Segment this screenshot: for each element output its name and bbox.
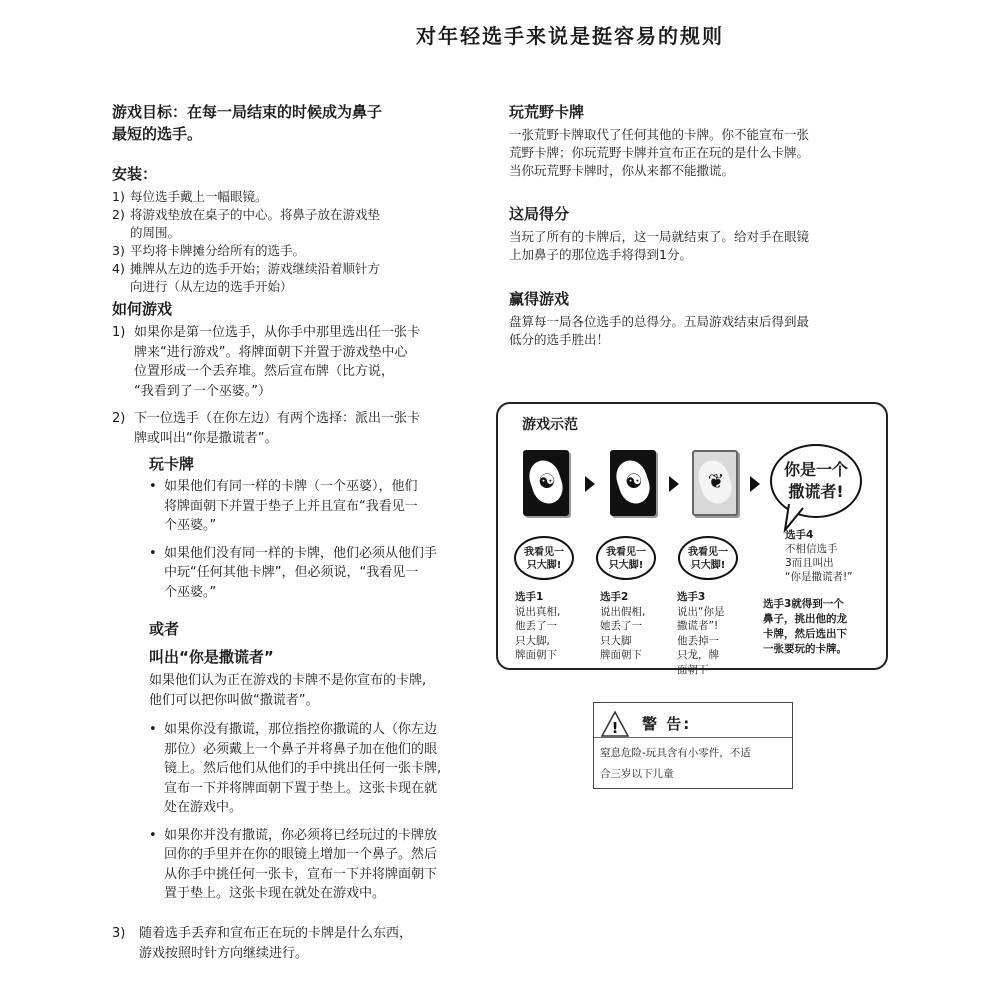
- bullet-text-line: • 如果他们有同一样的卡牌（一个巫婆），他们: [164, 479, 418, 494]
- howto-heading: 如何游戏: [112, 300, 173, 318]
- arrow-right-icon: [750, 476, 760, 492]
- caption-player-2: [600, 590, 645, 663]
- witch-card-icon: ☯: [625, 469, 643, 493]
- wild-heading: 玩荒野卡牌: [509, 103, 585, 121]
- wild-body: [509, 126, 879, 180]
- demo-box: [496, 402, 888, 676]
- play-card-bullets: [149, 477, 494, 602]
- item-text-line: 平均将卡牌摊分给所有的选手。: [130, 243, 306, 258]
- setup-item: [112, 260, 472, 296]
- text-line: 低分的选手胜出！: [509, 332, 610, 347]
- arrow-right-icon: [585, 476, 595, 492]
- bullet-text-line: 中玩“任何其他卡牌”，但必须说，“我看见一: [164, 565, 419, 580]
- caption-line: 说出真相,: [515, 605, 561, 618]
- caption-line: 面朝下: [677, 663, 709, 676]
- text-line: 一张荒野卡牌取代了任何其他的卡牌。你不能宣布一张: [509, 127, 810, 142]
- text-line: 当玩了所有的卡牌后，这一局就结束了。给对手在眼镜: [509, 229, 810, 244]
- bullet-text-line: 宣布一下并将牌面朝下置于垫上。这张卡现在就: [164, 780, 438, 796]
- caption-line: 不相信选手: [785, 543, 838, 555]
- winning-body: [509, 313, 879, 349]
- item-number: 3): [112, 926, 126, 941]
- caption-line: 牌面朝下: [600, 649, 642, 661]
- caption-line: 选手3: [677, 591, 706, 603]
- setup-item: [112, 188, 472, 206]
- text-line: 如果他们认为正在游戏的卡牌不是你宣布的卡牌,: [149, 673, 427, 688]
- caption-line: 他丢掉一: [677, 634, 719, 647]
- item-text-line: 位置形成一个丢弃堆。然后宣布牌（比方说，: [134, 364, 395, 379]
- caption-line: 他丢了一: [515, 620, 557, 632]
- result-line: 鼻子，挑出他的龙: [763, 613, 847, 625]
- dragon-card-icon: ❦: [707, 469, 725, 493]
- item-text-line: “我看到了一个巫婆。”）: [134, 383, 271, 399]
- play-card-section: [149, 453, 494, 602]
- setup-item: [112, 206, 472, 242]
- goal-line-2: 最短的选手。: [112, 125, 203, 143]
- bullet-item: [149, 720, 494, 818]
- item-number: 4): [112, 261, 125, 276]
- bullet-text-line: 处在游戏中。: [164, 800, 243, 815]
- setup-section: [112, 163, 472, 296]
- caption-player-3: [677, 590, 724, 677]
- round-score-section: [509, 203, 879, 264]
- goal-section: [112, 101, 382, 145]
- caption-player-4: [785, 528, 853, 584]
- winning-heading: 赢得游戏: [509, 290, 570, 308]
- warning-triangle-icon: [600, 709, 630, 739]
- howto-step-3: [112, 924, 487, 963]
- winning-section: [509, 288, 879, 349]
- bullet-item: [149, 477, 494, 536]
- call-liar-bullets: [149, 720, 494, 904]
- item-text-line: 牌或叫出“你是撒谎者”。: [134, 430, 278, 446]
- caption-line: 只大脚: [600, 634, 632, 647]
- item-number: 2): [112, 207, 125, 222]
- item-text-line: 游戏按照时针方向继续进行。: [139, 945, 309, 961]
- text-line: 荒野卡牌；你玩荒野卡牌并宣布正在玩的是什么卡牌。: [509, 145, 810, 160]
- round-score-heading: 这局得分: [509, 205, 570, 223]
- text-line: 上加鼻子的那位选手将得到1分。: [509, 247, 692, 262]
- item-text-line: 随着选手丢弃和宣布正在玩的卡牌是什么东西，: [139, 926, 413, 941]
- item-text-line: 下一位选手（在你左边）有两个选择：派出一张卡: [134, 411, 421, 426]
- card-3: [692, 450, 738, 516]
- result-line: 选手3就得到一个: [763, 598, 844, 610]
- bullet-text-line: 个巫婆。”: [164, 584, 217, 600]
- caption-line: 选手4: [785, 529, 814, 541]
- caption-line: 只龙，牌: [677, 649, 719, 661]
- witch-card-icon: ☯: [538, 469, 556, 493]
- speech-bubble-2: 我看见一 只大脚!: [596, 536, 656, 580]
- speech-bubble-1: 我看见一 只大脚!: [514, 536, 574, 580]
- setup-heading: 安装：: [112, 165, 158, 183]
- item-text-line: 牌来“进行游戏”。将牌面朝下并置于游戏垫中心: [134, 344, 408, 360]
- liar-speech-bubble: 你是一个 撒谎者!: [770, 444, 862, 518]
- bullet-text-line: 置于垫上。这张卡现在就处在游戏中。: [164, 886, 386, 901]
- caption-line: 撒谎者”!: [677, 620, 719, 632]
- card-1: [523, 450, 569, 516]
- speech-bubble-3: 我看见一 只大脚!: [678, 536, 738, 580]
- caption-line: 说出假相,: [600, 605, 646, 618]
- item-text-line: 将游戏垫放在桌子的中心。将鼻子放在游戏垫: [130, 207, 381, 222]
- card-2: [610, 450, 656, 516]
- text-line: 当你玩荒野卡牌时，你从来都不能撒谎。: [509, 163, 735, 178]
- result-line: 卡牌，然后选出下: [763, 628, 847, 640]
- caption-line: 3而且叫出: [785, 557, 834, 569]
- arrow-right-icon: [669, 476, 679, 492]
- warning-line: 窒息危险-玩具含有小零件，不适: [600, 747, 751, 759]
- warning-box: [593, 702, 793, 789]
- howto-step-2: [112, 409, 487, 448]
- text-line: 他们可以把你叫做“撒谎者”。: [149, 692, 319, 708]
- call-liar-intro: [149, 671, 494, 710]
- warning-text: [600, 743, 751, 785]
- call-liar-heading: 叫出“你是撒谎者”: [149, 648, 274, 666]
- text-line: 盘算每一局各位选手的总得分。五局游戏结束后得到最: [509, 314, 810, 329]
- howto-section: [112, 298, 487, 448]
- result-line: 一张要玩的卡牌。: [763, 643, 847, 655]
- caption-line: 选手2: [600, 591, 629, 603]
- item-text-line: 如果你是第一位选手，从你手中那里选出任一张卡: [134, 325, 421, 340]
- howto-step-3-wrap: [112, 924, 487, 963]
- wild-section: [509, 101, 879, 180]
- bullet-text-line: • 如果你没有撒谎，那位指控你撒谎的人（你左边: [164, 722, 438, 737]
- caption-line: “你是撒谎者!”: [785, 571, 853, 583]
- caption-line: 说出“你是: [677, 605, 725, 618]
- item-text-line: 每位选手戴上一幅眼镜。: [130, 189, 268, 204]
- demo-result: [763, 597, 847, 657]
- svg-text:!: !: [611, 719, 619, 737]
- caption-line: 只大脚,: [515, 634, 550, 647]
- caption-line: 牌面朝下: [515, 649, 557, 661]
- or-label: 或者: [149, 620, 180, 638]
- warning-title: 警 告:: [642, 715, 692, 733]
- bullet-text-line: 个巫婆。”: [164, 518, 217, 533]
- bullet-text-line: 从你手中挑任何一张卡，宣布一下并将牌面朝下: [164, 866, 438, 882]
- warning-line: 合三岁以下儿童: [600, 768, 674, 780]
- bullet-text-line: 回你的手里并在你的眼镜上增加一个鼻子。然后: [164, 847, 438, 862]
- bullet-text-line: 镜上。然后他们从他们的手中挑出任何一张卡牌,: [164, 761, 442, 776]
- bullet-text-line: • 如果你并没有撒谎，你必须将已经玩过的卡牌放: [164, 827, 438, 843]
- bullet-text-line: 那位）必须戴上一个鼻子并将鼻子加在他们的眼: [164, 741, 438, 757]
- call-liar-section: [149, 646, 494, 904]
- round-score-body: [509, 228, 879, 264]
- setup-list: [112, 188, 472, 296]
- bullet-item: [149, 826, 494, 904]
- howto-step-1: [112, 323, 487, 401]
- page-title: 对年轻选手来说是挺容易的规则: [416, 24, 724, 48]
- item-number: 2): [112, 411, 126, 426]
- goal-line-1: 游戏目标：在每一局结束的时候成为鼻子: [112, 103, 383, 121]
- bullet-text-line: 将牌面朝下并置于垫子上并且宣布“我看见一: [164, 498, 418, 514]
- item-number: 1): [112, 189, 125, 204]
- caption-player-1: [515, 590, 560, 663]
- item-text-line: 的周围。: [130, 225, 181, 240]
- setup-item: [112, 242, 472, 260]
- item-text-line: 向进行（从左边的选手开始）: [130, 279, 293, 294]
- item-number: 1): [112, 325, 126, 340]
- bullet-text-line: • 如果他们没有同一样的卡牌，他们必须从他们手: [164, 545, 438, 561]
- item-number: 3): [112, 243, 125, 258]
- play-card-heading: 玩卡牌: [149, 455, 195, 473]
- caption-line: 她丢了一: [600, 620, 642, 632]
- demo-heading: 游戏示范: [522, 417, 578, 433]
- caption-line: 选手1: [515, 591, 544, 603]
- bullet-item: [149, 544, 494, 603]
- item-text-line: 摊牌从左边的选手开始；游戏继续沿着顺针方: [130, 261, 381, 276]
